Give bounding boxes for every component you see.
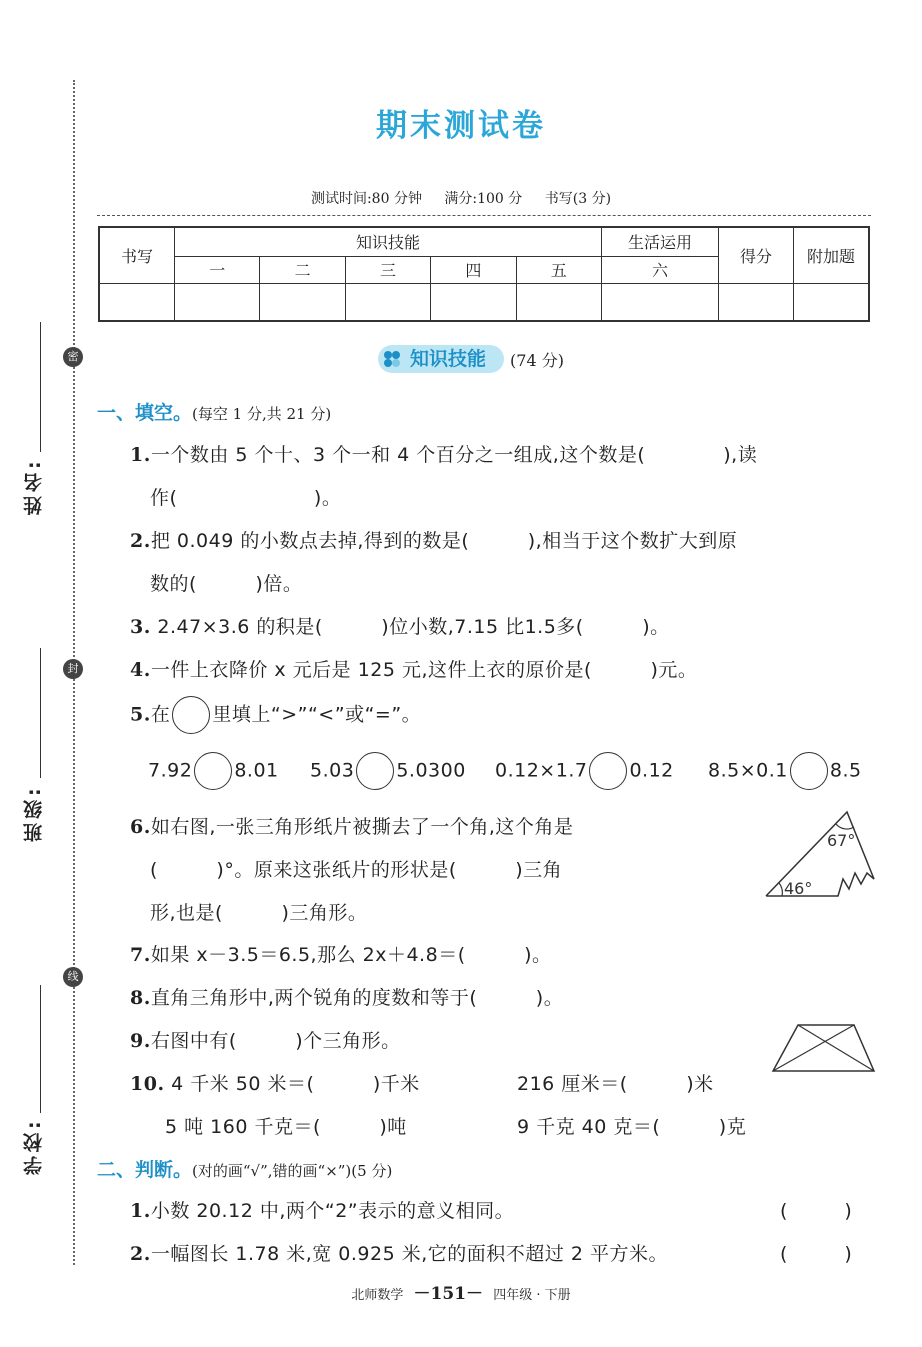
q4-text: 一件上衣降价 x 元后是 125 元,这件上衣的原价是( )元。	[150, 659, 698, 681]
q5-pre: 在	[150, 703, 171, 726]
angle-67-label: 67°	[827, 831, 856, 850]
score-col-1: 一	[175, 256, 260, 283]
compare-circle-sample	[172, 696, 210, 734]
class-label: 班级:	[23, 784, 45, 842]
judge-q1-number: 1.	[130, 1200, 151, 1222]
q6-line3: 形,也是( )三角形。	[150, 902, 368, 924]
q7	[130, 940, 552, 967]
score-cell-1[interactable]	[175, 283, 260, 321]
compare-circle-3[interactable]	[589, 752, 627, 790]
part1-title: 一、填空。	[97, 402, 193, 424]
q6-line1	[130, 812, 573, 839]
clover-icon	[384, 351, 400, 367]
q5-item-2-right: 5.0300	[396, 759, 466, 782]
score-cell-2[interactable]	[260, 283, 345, 321]
q5-item-2-left: 5.03	[310, 759, 355, 782]
score-col-3: 三	[345, 256, 430, 283]
exam-meta	[0, 188, 922, 208]
part1-heading	[97, 398, 331, 425]
compare-circle-2[interactable]	[356, 752, 394, 790]
score-cell-4[interactable]	[431, 283, 516, 321]
meta-writing: 书写(3 分)	[544, 191, 612, 207]
section-pill	[378, 345, 504, 373]
q10-d: 9 千克 40 克＝( )克	[517, 1116, 747, 1138]
q1-number: 1.	[130, 444, 151, 466]
q8	[130, 983, 563, 1010]
score-cell-5[interactable]	[516, 283, 601, 321]
q8-text: 直角三角形中,两个锐角的度数和等于( )。	[150, 987, 564, 1009]
score-cell-6[interactable]	[602, 283, 719, 321]
q5	[130, 696, 421, 734]
q6-number: 6.	[130, 816, 151, 838]
score-cell-total[interactable]	[719, 283, 794, 321]
q5-item-2	[310, 752, 466, 790]
q3	[130, 612, 670, 639]
footer-grade: 四年级 · 下册	[493, 1288, 571, 1303]
q5-item-4	[708, 752, 862, 790]
q1-line2: 作( )。	[150, 487, 342, 509]
q9	[130, 1026, 401, 1053]
q2-number: 2.	[130, 530, 151, 552]
part2-title: 二、判断。	[97, 1159, 193, 1181]
meta-full: 满分:100 分	[444, 191, 523, 207]
score-cell-writing[interactable]	[99, 283, 175, 321]
judge-q1-text: 小数 20.12 中,两个“2”表示的意义相同。	[150, 1200, 515, 1222]
q2-line1	[130, 526, 737, 553]
class-blank[interactable]	[40, 648, 41, 778]
q7-number: 7.	[130, 944, 151, 966]
q4-number: 4.	[130, 659, 151, 681]
dashed-rule	[97, 215, 871, 216]
q10-line1	[130, 1069, 420, 1096]
meta-time: 测试时间:80 分钟	[310, 191, 422, 207]
q5-post: 里填上“>”“<”或“=”。	[212, 703, 422, 726]
q2-line2: 数的( )倍。	[150, 573, 303, 595]
compare-circle-4[interactable]	[790, 752, 828, 790]
q5-item-1	[148, 752, 279, 790]
q5-item-3-left: 0.12×1.7	[495, 759, 588, 782]
school-blank[interactable]	[40, 985, 41, 1113]
q7-text: 如果 x－3.5＝6.5,那么 2x＋4.8＝( )。	[150, 944, 552, 966]
torn-triangle-figure	[760, 805, 880, 905]
compare-circle-1[interactable]	[194, 752, 232, 790]
q1-line1	[130, 440, 757, 467]
q10-b: 216 厘米＝( )米	[517, 1073, 714, 1095]
q2-text: 把 0.049 的小数点去掉,得到的数是( ),相当于这个数扩大到原	[150, 530, 738, 552]
q10-a: 4 千米 50 米＝( )千米	[164, 1073, 420, 1095]
score-header-writing: 书写	[99, 227, 175, 283]
score-col-4: 四	[431, 256, 516, 283]
judge-q2-number: 2.	[130, 1243, 151, 1265]
q5-item-1-left: 7.92	[148, 759, 193, 782]
q5-item-1-right: 8.01	[234, 759, 279, 782]
q10-c: 5 吨 160 千克＝( )吨	[165, 1116, 407, 1138]
part2-note: (对的画“√”,错的画“×”)(5 分)	[192, 1162, 393, 1180]
q5-item-4-left: 8.5×0.1	[708, 759, 788, 782]
name-blank[interactable]	[40, 322, 41, 452]
judge-q1-answer[interactable]: ( )	[780, 1200, 852, 1222]
seal-xian: 线	[63, 967, 83, 987]
seal-mi: 密	[63, 347, 83, 367]
q1-text: 一个数由 5 个十、3 个一和 4 个百分之一组成,这个数是( ),读	[150, 444, 758, 466]
q9-number: 9.	[130, 1030, 151, 1052]
score-header-knowledge: 知识技能	[175, 227, 602, 256]
seal-feng: 封	[63, 659, 83, 679]
footer-page-number: －151－	[413, 1284, 484, 1304]
page-title: 期末测试卷	[376, 108, 546, 144]
q8-number: 8.	[130, 987, 151, 1009]
score-cell-3[interactable]	[345, 283, 430, 321]
page-footer	[0, 1279, 922, 1304]
q6-text: 如右图,一张三角形纸片被撕去了一个角,这个角是	[150, 816, 574, 838]
q5-number: 5.	[130, 703, 151, 726]
q3-text: 2.47×3.6 的积是( )位小数,7.15 比1.5多( )。	[150, 616, 670, 638]
score-col-5: 五	[516, 256, 601, 283]
score-col-6: 六	[602, 256, 719, 283]
score-col-2: 二	[260, 256, 345, 283]
judge-q2-answer[interactable]: ( )	[780, 1243, 852, 1265]
score-header-life: 生活运用	[602, 227, 719, 256]
part1-note: (每空 1 分,共 21 分)	[192, 405, 332, 423]
judge-q1	[130, 1196, 514, 1223]
trapezoid-figure	[770, 1022, 878, 1074]
q9-text: 右图中有( )个三角形。	[150, 1030, 401, 1052]
judge-q2-text: 一幅图长 1.78 米,宽 0.925 米,它的面积不超过 2 平方米。	[150, 1243, 668, 1265]
q5-item-3	[495, 752, 674, 790]
score-header-extra: 附加题	[794, 227, 870, 283]
section-header	[378, 345, 564, 373]
judge-q2	[130, 1239, 668, 1266]
score-cell-extra[interactable]	[794, 283, 870, 321]
part2-heading	[97, 1155, 392, 1182]
footer-subject: 北师数学	[351, 1288, 404, 1303]
section-label: 知识技能	[410, 348, 487, 370]
score-header-score: 得分	[719, 227, 794, 283]
q5-item-4-right: 8.5	[829, 759, 862, 782]
name-label: 姓名:	[23, 457, 45, 515]
q10-number: 10.	[130, 1073, 165, 1095]
score-table	[98, 226, 870, 322]
school-label: 学校:	[23, 1117, 45, 1175]
section-points: (74 分)	[510, 350, 564, 370]
q4	[130, 655, 697, 682]
q6-line2: ( )°。原来这张纸片的形状是( )三角	[150, 859, 563, 881]
angle-46-label: 46°	[784, 879, 813, 898]
q5-item-3-right: 0.12	[629, 759, 674, 782]
q3-number: 3.	[130, 616, 151, 638]
